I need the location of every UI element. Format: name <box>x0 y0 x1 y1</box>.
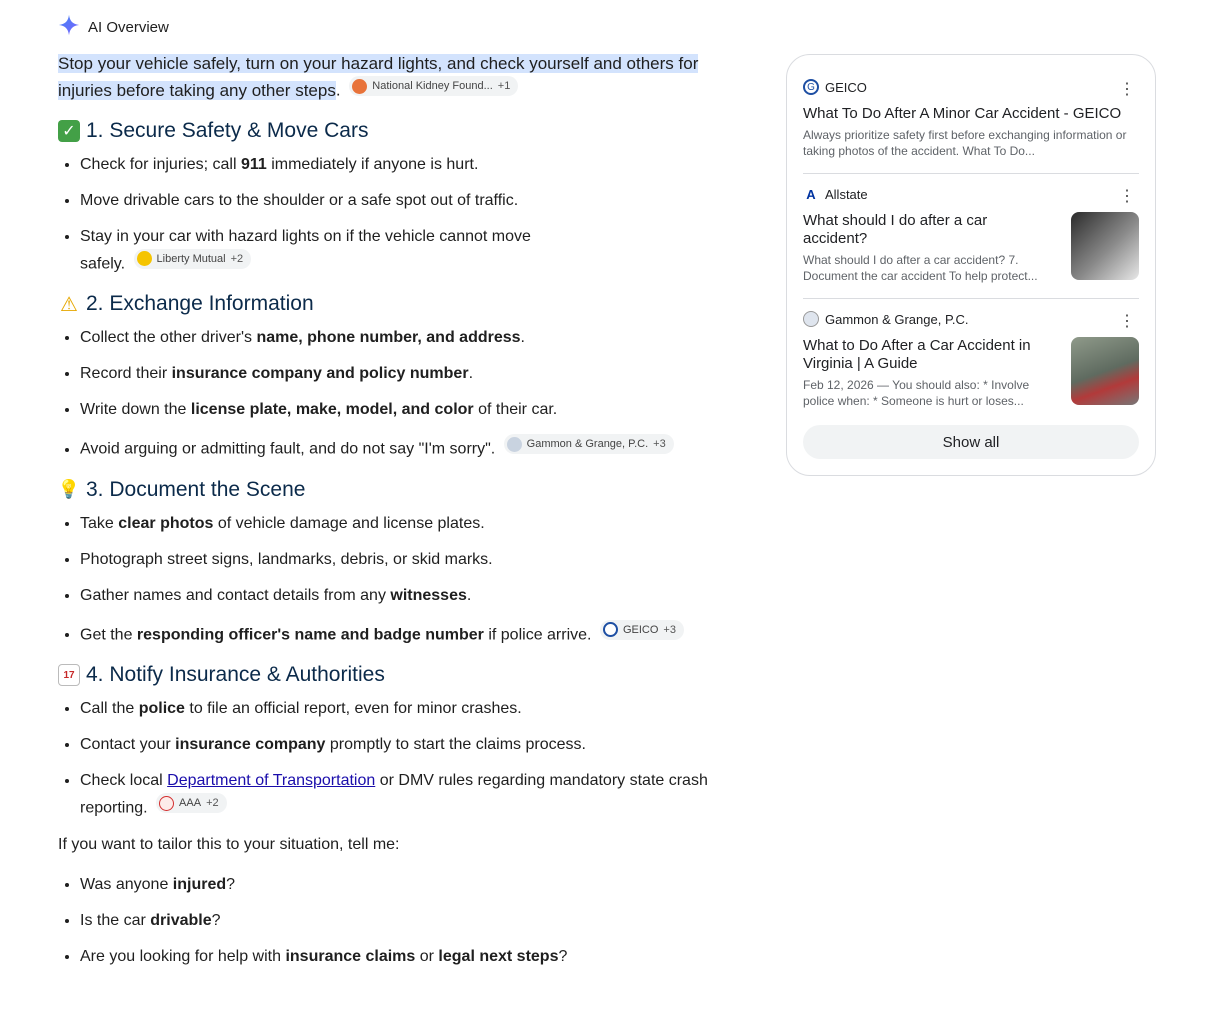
list-item: • Check for injuries; call 911 immediately if anyone is hurt. <box>80 153 718 177</box>
allstate-icon: A <box>806 186 816 202</box>
list-item: • Is the car drivable? <box>80 909 718 933</box>
list-item: • Are you looking for help with insurance claims or legal next steps? <box>80 945 718 969</box>
source-title[interactable]: What To Do After A Minor Car Accident - GEICO <box>803 105 1122 122</box>
exchange-list <box>58 326 718 462</box>
document-list <box>58 512 718 648</box>
section-heading-notify: 17 4. Notify Insurance & Authorities <box>58 663 718 687</box>
list-item: • Check local Department of Transportation or DMV rules regarding mandatory state crash reporting. AAA +2 <box>80 769 718 821</box>
overview-content <box>58 52 718 981</box>
warning-icon: ⚠ <box>60 293 78 316</box>
ai-overview-title: AI Overview <box>88 19 169 36</box>
source-site: Allstate <box>825 186 868 202</box>
list-item: • Stay in your car with hazard lights on if the vehicle cannot move safely. Liberty Mutual +2 <box>80 225 718 277</box>
source-title[interactable]: What should I do after a car accident? <box>803 212 988 247</box>
sparkle-icon <box>58 14 80 41</box>
section-heading-safety: ✓ 1. Secure Safety & Move Cars <box>58 119 718 143</box>
list-item: • Move drivable cars to the shoulder or a safe spot out of traffic. <box>80 189 718 213</box>
source-card-gammon-grange[interactable] <box>803 299 1139 423</box>
list-item: • Photograph street signs, landmarks, debris, or skid marks. <box>80 548 718 572</box>
gammon-grange-icon <box>803 311 819 327</box>
list-item: • Call the police to file an official report, even for minor crashes. <box>80 697 718 721</box>
list-item: • Avoid arguing or admitting fault, and do not say "I'm sorry". Gammon & Grange, P.C. +3 <box>80 434 718 462</box>
list-item: • Was anyone injured? <box>80 873 718 897</box>
dot-link[interactable]: Department of Transportation <box>167 772 376 789</box>
source-site: GEICO <box>825 79 867 95</box>
tailor-questions <box>58 873 718 969</box>
liberty-mutual-icon <box>137 251 152 266</box>
list-item: • Contact your insurance company promptly to start the claims process. <box>80 733 718 757</box>
source-chip-liberty-mutual[interactable]: Liberty Mutual +2 <box>134 249 252 269</box>
list-item: • Record their insurance company and policy number. <box>80 362 718 386</box>
tailor-intro: If you want to tailor this to your situation, tell me: <box>58 835 400 853</box>
more-options-icon[interactable]: ⋮ <box>1119 188 1135 205</box>
check-mark-icon: ✓ <box>58 120 80 142</box>
source-chip-national-kidney[interactable]: National Kidney Found... +1 <box>349 76 518 96</box>
more-options-icon[interactable]: ⋮ <box>1119 313 1135 330</box>
kidney-icon <box>352 79 367 94</box>
thumbnail-image[interactable] <box>1071 337 1139 405</box>
source-site: Gammon & Grange, P.C. <box>825 311 969 327</box>
ai-overview-header <box>58 14 169 41</box>
list-item: • Write down the license plate, make, model, and color of their car. <box>80 398 718 422</box>
gammon-grange-icon <box>507 437 522 452</box>
sources-panel <box>786 54 1156 476</box>
highlighted-summary: Stop your vehicle safely, turn on your hazard lights, and check yourself and others for injuries before taking any other steps <box>58 54 699 100</box>
show-all-button[interactable]: Show all <box>803 425 1139 459</box>
notify-list <box>58 697 718 821</box>
geico-icon <box>603 622 618 637</box>
geico-icon: G <box>803 79 819 95</box>
source-title[interactable]: What to Do After a Car Accident in Virginia | A Guide <box>803 337 1031 372</box>
source-chip-aaa[interactable]: AAA +2 <box>156 793 227 813</box>
thumbnail-image[interactable] <box>1071 212 1139 280</box>
list-item: • Take clear photos of vehicle damage and license plates. <box>80 512 718 536</box>
section-heading-exchange: ⚠ 2. Exchange Information <box>58 292 718 316</box>
list-item: • Get the responding officer's name and badge number if police arrive. GEICO +3 <box>80 620 718 648</box>
lightbulb-icon: 💡 <box>57 479 81 499</box>
calendar-icon: 17 <box>58 664 80 686</box>
list-item: • Collect the other driver's name, phone number, and address. <box>80 326 718 350</box>
more-options-icon[interactable]: ⋮ <box>1119 81 1135 98</box>
list-item: • Gather names and contact details from any witnesses. <box>80 584 718 608</box>
source-snippet: Always prioritize safety first before exchanging information or taking photos of the accident. What To Do... <box>803 128 1127 158</box>
lead-paragraph: Stop your vehicle safely, turn on your hazard lights, and check yourself and others for injuries before taking any other steps. National Kidney Found... +1 <box>58 54 699 100</box>
section-heading-document: 💡 3. Document the Scene <box>57 477 306 501</box>
safety-list <box>58 153 718 277</box>
source-snippet: Feb 12, 2026 — You should also: * Involve police when: * Someone is hurt or loses... <box>803 378 1030 408</box>
source-chip-geico[interactable]: GEICO +3 <box>600 620 684 640</box>
source-snippet: What should I do after a car accident? 7. Document the car accident To help protect... <box>803 253 1038 283</box>
source-card-allstate[interactable] <box>803 174 1139 299</box>
source-card-geico[interactable] <box>803 67 1139 174</box>
source-chip-gammon-grange[interactable]: Gammon & Grange, P.C. +3 <box>504 434 674 454</box>
aaa-icon <box>159 796 174 811</box>
